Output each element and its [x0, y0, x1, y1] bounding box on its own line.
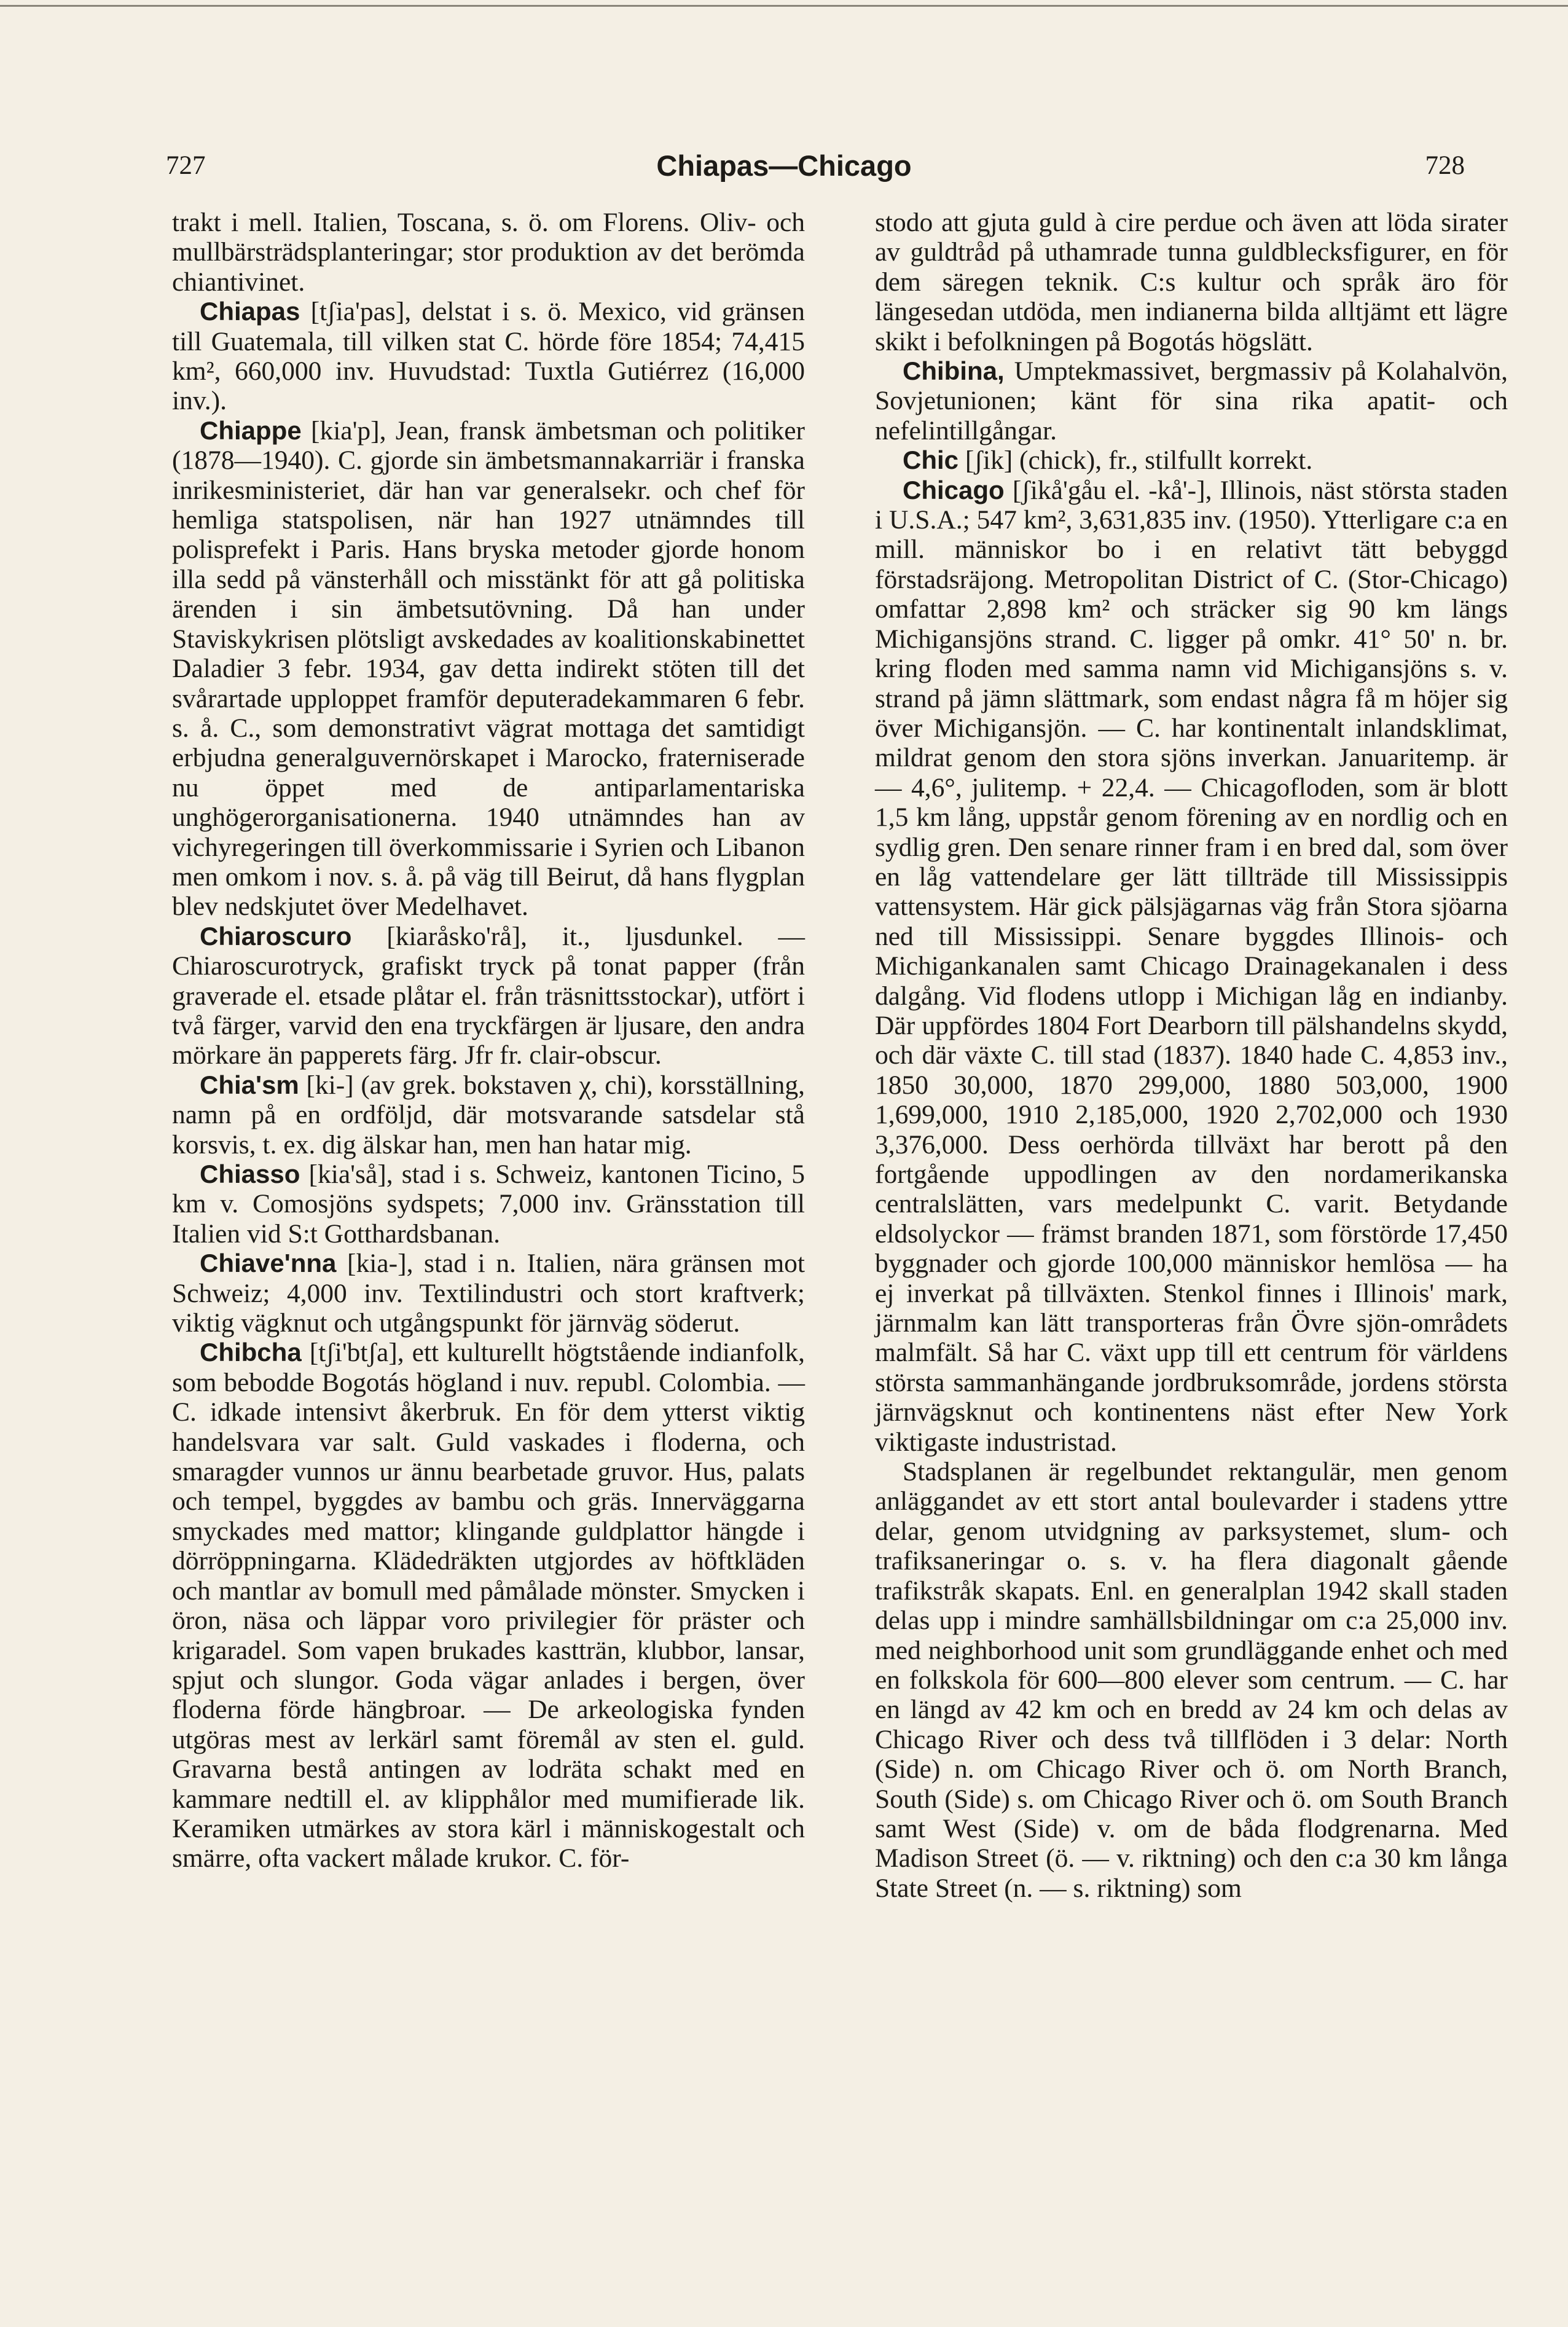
entry-text: [kiaråsko'rå], it., ljusdunkel. — Chiaroscurotryck, grafiskt tryck på tonat papper (från graverade el. etsade plåtar el. från träsnittsstockar), utfört i två färger, varvid den ena tryckfärgen är ljusare, den andra mörkare än papperets färg. Jfr fr. clair-obscur.: [172, 921, 805, 1070]
entry-text: [ki-] (av grek. bokstaven χ, chi), korsställning, namn på en ordföljd, där motsvarande satsdelar stå korsvis, t. ex. dig älskar han, men han hatar mig.: [172, 1070, 805, 1160]
entry: [875, 476, 1508, 1457]
entry: [875, 445, 1508, 475]
entry-text: stodo att gjuta guld à cire perdue och även att löda sirater av guldtråd på uthamrade tunna guldblecksfigurer, en för dem säregen teknik. C:s kultur och språk äro för längesedan utdöda, men indianerna bilda alltjämt ett lägre skikt i befolkningen på Bogotás högslätt.: [875, 208, 1508, 356]
right-page-number: 728: [1425, 151, 1465, 180]
entry: [172, 1249, 805, 1338]
headword: Chiaroscuro: [200, 921, 352, 951]
entry: [172, 1070, 805, 1160]
entry-text: Stadsplanen är regelbundet rektangulär, men genom anläggandet av ett stort antal boulevarder i stadens yttre delar, genom utvidgning av parksystemet, slum- och trafiksaneringar o. s. v. ha flera diagonalt gående trafikstråk skapats. Enl. en generalplan 1942 skall staden delas upp i mindre samhällsbildningar om c:a 25,000 inv. med neighborhood unit som grundläggande enhet och med en folkskola för 600—800 elever som centrum. — C. har en längd av 42 km och en bredd av 24 km och delas av Chicago River och dess två tillflöden i 3 delar: North (Side) n. om Chicago River och ö. om North Branch, South (Side) s. om Chicago River och ö. om South Branch samt West (Side) v. om de båda flodgrenarna. Med Madison Street (ö. — v. riktning) och den c:a 30 km långa State Street (n. — s. riktning) som: [875, 1457, 1508, 1903]
entry: [172, 297, 805, 416]
entry: [172, 416, 805, 922]
entry: [172, 1338, 805, 1873]
entry: [172, 922, 805, 1070]
running-title: Chiapas—Chicago: [656, 149, 912, 182]
headword: Chiappe: [200, 415, 302, 445]
headword: Chiapas: [200, 297, 300, 326]
entry: [172, 208, 805, 297]
entry-text: [tʃia'pas], delstat i s. ö. Mexico, vid gränsen till Guatemala, till vilken stat C. hörde före 1854; 74,415 km², 660,000 inv. Huvudstad: Tuxtla Gutiérrez (16,000 inv.).: [172, 297, 806, 416]
entry-text: [ʃikå'gåu el. -kå'-], Illinois, näst största staden i U.S.A.; 547 km², 3,631,835 inv. (1950). Ytterligare c:a en mill. människor bo i en relativt tätt bebyggd förstadsräjong. Metropolitan District of C. (Stor-Chicago) omfattar 2,898 km² och sträcker sig 90 km längs Michigansjöns strand. C. ligger på omkr. 41° 50' n. br. kring floden med samma namn vid Michigansjöns s. v. strand på jämn slättmark, som endast några få m höjer sig över Michigansjön. — C. har kontinentalt inlandsklimat, mildrat genom den stora sjöns inverkan. Januaritemp. är — 4,6°, julitemp. + 22,4. — Chicagofloden, som är blott 1,5 km lång, uppstår genom förening av en nordlig och en sydlig gren. Den senare rinner fram i en bred dal, som över en låg vattendelare ger lätt tillträde till Mississippis vattensystem. Här gick pälsjägarnas väg från Stora sjöarna ned till Mississippi. Senare byggdes Illinois- och Michigankanalen samt Chicago Drainagekanalen i dess dalgång. Vid flodens utlopp i Michigan låg en indianby. Där uppfördes 1804 Fort Dearborn till pälshandelns skydd, och där växte C. till stad (1837). 1840 hade C. 4,853 inv., 1850 30,000, 1870 299,000, 1880 503,000, 1900 1,699,000, 1910 2,185,000, 1920 2,702,000 och 1930 3,376,000. Dess oerhörda tillväxt har berott på den fortgående uppodlingen av den nordamerikanska centralslätten, vars medelpunkt C. varit. Betydande eldsolyckor — främst branden 1871, som förstörde 17,450 byggnader och gjorde 100,000 människor hemlösa — ha ej inverkat på tillväxten. Stenkol finnes i Illinois' mark, järnmalm kan lätt transporteras från Övre sjön-områdets malmfält. Så har C. växt upp till ett centrum för världens största sammanhängande jordbruksområde, jordens största järnvägsknut och kontinentens näst efter New York viktigaste industristad.: [875, 475, 1508, 1457]
headword: Chibcha: [200, 1338, 302, 1367]
entry-text: [kia'p], Jean, fransk ämbetsman och politiker (1878—1940). C. gjorde sin ämbetsmannakarriär i franska inrikesministeriet, där han var generalsekr. och chef för hemliga statspolisen, när han 1927 utnämndes till polisprefekt i Paris. Hans bryska metoder gjorde honom illa sedd på vänsterhåll och misstänkt för att gå politiska ärenden i sin ämbetsutövning. Då han under Staviskykrisen plötsligt avskedades av koalitionskabinettet Daladier 3 febr. 1934, gav detta indirekt stöten till det svårartade upploppet framför deputeradekammaren 6 febr. s. å. C., som demonstrativt vägrat mottaga det samtidigt erbjudna generalguvernörskapet i Marocko, fraterniserade nu öppet med de antiparlamentariska unghögerorganisationerna. 1940 utnämndes han av vichyregeringen till överkommissarie i Syrien och Libanon men omkom i nov. s. å. på väg till Beirut, då hans flygplan blev nedskjutet över Medelhavet.: [172, 415, 805, 922]
entry-text: [tʃi'btʃa], ett kulturellt högtstående indianfolk, som bebodde Bogotás högland i nuv. republ. Colombia. — C. idkade intensivt åkerbruk. En för dem ytterst viktig handelsvara var salt. Guld vaskades i floderna, och smaragder vunnos ur ännu bearbetade gruvor. Hus, palats och tempel, byggdes av bambu och gräs. Innerväggarna smyckades med mattor; klingande guldplattor hängde i dörröppningarna. Klädedräkten utgjordes av höftkläden och mantlar av bomull med påmålade mönster. Smycken i öron, näsa och läppar voro privilegier för präster och krigaradel. Som vapen brukades kastträn, klubbor, lansar, spjut och slungor. Goda vägar anlades i bergen, över floderna förde hängbroar. — De arkeologiska fynden utgöras mest av lerkärl samt föremål av sten el. guld. Gravarna bestå antingen av lodräta schakt med en kammare nedtill el. av klipphålor med mumifierade lik. Keramiken utmärkes av stora kärl i människogestalt och smärre, ofta vackert målade krukor. C. för-: [172, 1338, 806, 1874]
headword: Chicago: [903, 475, 1005, 504]
entry-text: Umptekmassivet, bergmassiv på Kolahalvön, Sovjetunionen; känt för sina rika apatit- och nefelintillgångar.: [875, 356, 1508, 445]
entry: [875, 356, 1508, 445]
entry-text: trakt i mell. Italien, Toscana, s. ö. om Florens. Oliv- och mullbärsträdsplanteringar; stor produktion av det berömda chiantivinet.: [172, 208, 805, 297]
headword: Chibina,: [903, 356, 1005, 386]
page-header: [0, 147, 1568, 190]
headword: Chiave'nna: [200, 1249, 337, 1278]
right-column: [875, 208, 1508, 1903]
entry-text: [ʃik] (chick), fr., stilfullt korrekt.: [965, 445, 1313, 476]
entry: [875, 208, 1508, 356]
entry-text: [kia'så], stad i s. Schweiz, kantonen Ticino, 5 km v. Comosjöns sydspets; 7,000 inv. Gränsstation till Italien vid S:t Gotthardsbanan.: [172, 1160, 806, 1249]
entry: [875, 1457, 1508, 1903]
top-rule: [0, 5, 1568, 7]
left-page-number: 727: [166, 151, 206, 180]
left-column: [172, 208, 805, 1874]
headword: Chia'sm: [200, 1070, 299, 1099]
headword: Chiasso: [200, 1160, 300, 1188]
headword: Chic: [903, 445, 959, 475]
entry: [172, 1160, 805, 1249]
entry-text: [kia-], stad i n. Italien, nära gränsen mot Schweiz; 4,000 inv. Textilindustri och stort kraftverk; viktig vägknut och utgångspunkt för järnväg söderut.: [172, 1249, 806, 1338]
